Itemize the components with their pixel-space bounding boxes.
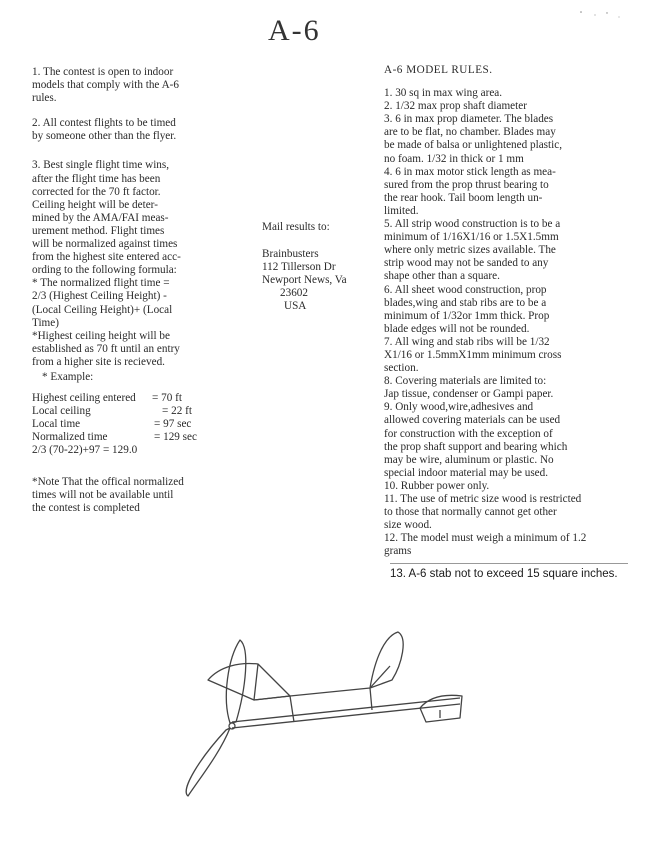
wing-right bbox=[370, 632, 403, 688]
example-label: Local ceiling bbox=[32, 405, 91, 418]
mail-line: 23602 bbox=[280, 287, 308, 300]
example-row bbox=[32, 392, 254, 405]
text-line: Time) bbox=[32, 316, 59, 329]
text-line: 1. The contest is open to indoor bbox=[32, 66, 174, 78]
text-line: after the flight time has been bbox=[32, 172, 161, 185]
note-paragraph bbox=[32, 476, 254, 515]
rule-line: size wood. bbox=[384, 519, 432, 532]
text-line: *Highest ceiling height will be bbox=[32, 329, 170, 342]
scan-specks bbox=[575, 4, 635, 24]
page-title: A-6 bbox=[268, 14, 321, 47]
rule-line: 3. 6 in max prop diameter. The blades bbox=[384, 113, 554, 126]
rules-list bbox=[384, 87, 636, 558]
example-row bbox=[32, 405, 254, 418]
wing-center bbox=[254, 666, 390, 700]
text-line: urement method. Flight times bbox=[32, 224, 165, 237]
rule-line: blades,wing and stab ribs are to be a bbox=[384, 296, 547, 309]
text-line: times will not be available until bbox=[32, 488, 174, 501]
intro-paragraph bbox=[32, 66, 254, 105]
mail-label: Mail results to: bbox=[262, 221, 330, 233]
text-line: models that comply with the A-6 bbox=[32, 79, 179, 92]
example-row bbox=[32, 431, 254, 444]
rule-line: where only metric sizes available. The bbox=[384, 244, 556, 257]
rule-line: minimum of 1/16X1/16 or 1.5X1.5mm bbox=[384, 231, 559, 244]
text-line: rules. bbox=[32, 92, 57, 105]
rule-line: section. bbox=[384, 362, 419, 375]
rule-line: 9. Only wood,wire,adhesives and bbox=[384, 401, 534, 414]
rule-line: Jap tissue, condenser or Gampi paper. bbox=[384, 388, 554, 401]
text-line: * The normalized flight time = bbox=[32, 277, 170, 290]
rule-line: to those that normally cannot get other bbox=[384, 506, 557, 519]
rules-column bbox=[384, 64, 636, 558]
rule-line: the rear hook. Tail boom length un- bbox=[384, 191, 543, 204]
rule-line: for construction with the exception of bbox=[384, 427, 553, 440]
rule-line: X1/16 or 1.5mmX1mm minimum cross bbox=[384, 348, 562, 361]
rule-line: 8. Covering materials are limited to: bbox=[384, 375, 547, 388]
example-label: Highest ceiling entered bbox=[32, 392, 136, 405]
rule-line: shape other than a square. bbox=[384, 270, 500, 283]
text-line: will be normalized against times bbox=[32, 238, 178, 251]
text-line: 3. Best single flight time wins, bbox=[32, 159, 170, 172]
rule-line: strip wood may not be sanded to any bbox=[384, 257, 549, 270]
rule-line: 5. All strip wood construction is to be a bbox=[384, 218, 561, 231]
text-line: corrected for the 70 ft factor. bbox=[32, 185, 161, 198]
rule-13: 13. A-6 stab not to exceed 15 square inches. bbox=[390, 563, 628, 580]
rule-line: grams bbox=[384, 545, 412, 558]
text-line: established as 70 ft until an entry bbox=[32, 342, 180, 355]
propeller-blade-upper bbox=[226, 640, 245, 723]
rule-line: 4. 6 in max motor stick length as mea- bbox=[384, 165, 556, 178]
rule-line: 6. All sheet wood construction, prop bbox=[384, 283, 547, 296]
example-value: = 129 sec bbox=[154, 431, 197, 444]
airplane-drawing bbox=[170, 618, 470, 818]
rule-line: minimum of 1/32or 1mm thick. Prop bbox=[384, 309, 550, 322]
rule-line: 12. The model must weigh a minimum of 1.2 bbox=[384, 532, 587, 545]
text-line: ording to the following formula: bbox=[32, 264, 177, 277]
rule-line: 11. The use of metric size wood is restricted bbox=[384, 493, 582, 505]
rule-line: are to be flat, no chamber. Blades may bbox=[384, 126, 556, 139]
text-line: Ceiling height will be deter- bbox=[32, 198, 158, 211]
mail-line: USA bbox=[284, 300, 307, 313]
text-line: 2. All contest flights to be timed bbox=[32, 117, 176, 130]
wing-left bbox=[208, 664, 290, 700]
rule-line: 2. 1/32 max prop shaft diameter bbox=[384, 100, 527, 113]
rule-line: be made of balsa or unlightened plastic, bbox=[384, 139, 563, 152]
example-label: Local time bbox=[32, 418, 81, 431]
rule-line: sured from the prop thrust bearing to bbox=[384, 178, 549, 191]
mail-line: 112 Tillerson Dr bbox=[262, 261, 336, 274]
rules-title: A-6 MODEL RULES. bbox=[384, 64, 493, 76]
rule-line: the prop shaft support and bearing which bbox=[384, 440, 568, 453]
rule-line: special indoor material may be used. bbox=[384, 466, 549, 479]
mail-line: Brainbusters bbox=[262, 248, 319, 261]
scoring-paragraph bbox=[32, 159, 254, 369]
text-line: by someone other than the flyer. bbox=[32, 130, 177, 143]
rule-line: allowed covering materials can be used bbox=[384, 414, 561, 427]
rule-line: 10. Rubber power only. bbox=[384, 479, 490, 492]
text-line: mined by the AMA/FAI meas- bbox=[32, 211, 169, 224]
example-heading: * Example: bbox=[42, 370, 94, 383]
rule-line: 1. 30 sq in max wing area. bbox=[384, 87, 503, 100]
rule-line: may be wire, aluminum or plastic. No bbox=[384, 453, 554, 466]
mail-block bbox=[262, 221, 362, 314]
rule-line: no foam. 1/32 in thick or 1 mm bbox=[384, 152, 524, 165]
example-row bbox=[32, 418, 254, 431]
mail-line: Newport News, Va bbox=[262, 274, 347, 287]
example-value: = 70 ft bbox=[152, 392, 182, 405]
text-line: 2/3 (Highest Ceiling Height) - bbox=[32, 290, 167, 303]
left-column bbox=[32, 66, 254, 527]
rule-line: blade edges will not be rounded. bbox=[384, 322, 530, 335]
example-value: = 22 ft bbox=[162, 405, 192, 418]
timing-paragraph bbox=[32, 117, 254, 143]
example-block bbox=[32, 371, 254, 458]
rule-line: 7. All wing and stab ribs will be 1/32 bbox=[384, 335, 550, 348]
text-line: from the highest site entered acc- bbox=[32, 251, 181, 264]
text-line: (Local Ceiling Height)+ (Local bbox=[32, 303, 173, 316]
text-line: from a higher site is recieved. bbox=[32, 355, 165, 368]
text-line: the contest is completed bbox=[32, 501, 140, 514]
example-formula: 2/3 (70-22)+97 = 129.0 bbox=[32, 444, 138, 457]
example-label: Normalized time bbox=[32, 431, 108, 444]
propeller-blade-lower bbox=[186, 728, 230, 796]
stabilizer bbox=[420, 695, 462, 722]
rule-line: limited. bbox=[384, 204, 419, 217]
text-line: *Note That the offical normalized bbox=[32, 475, 184, 488]
example-value: = 97 sec bbox=[154, 418, 192, 431]
